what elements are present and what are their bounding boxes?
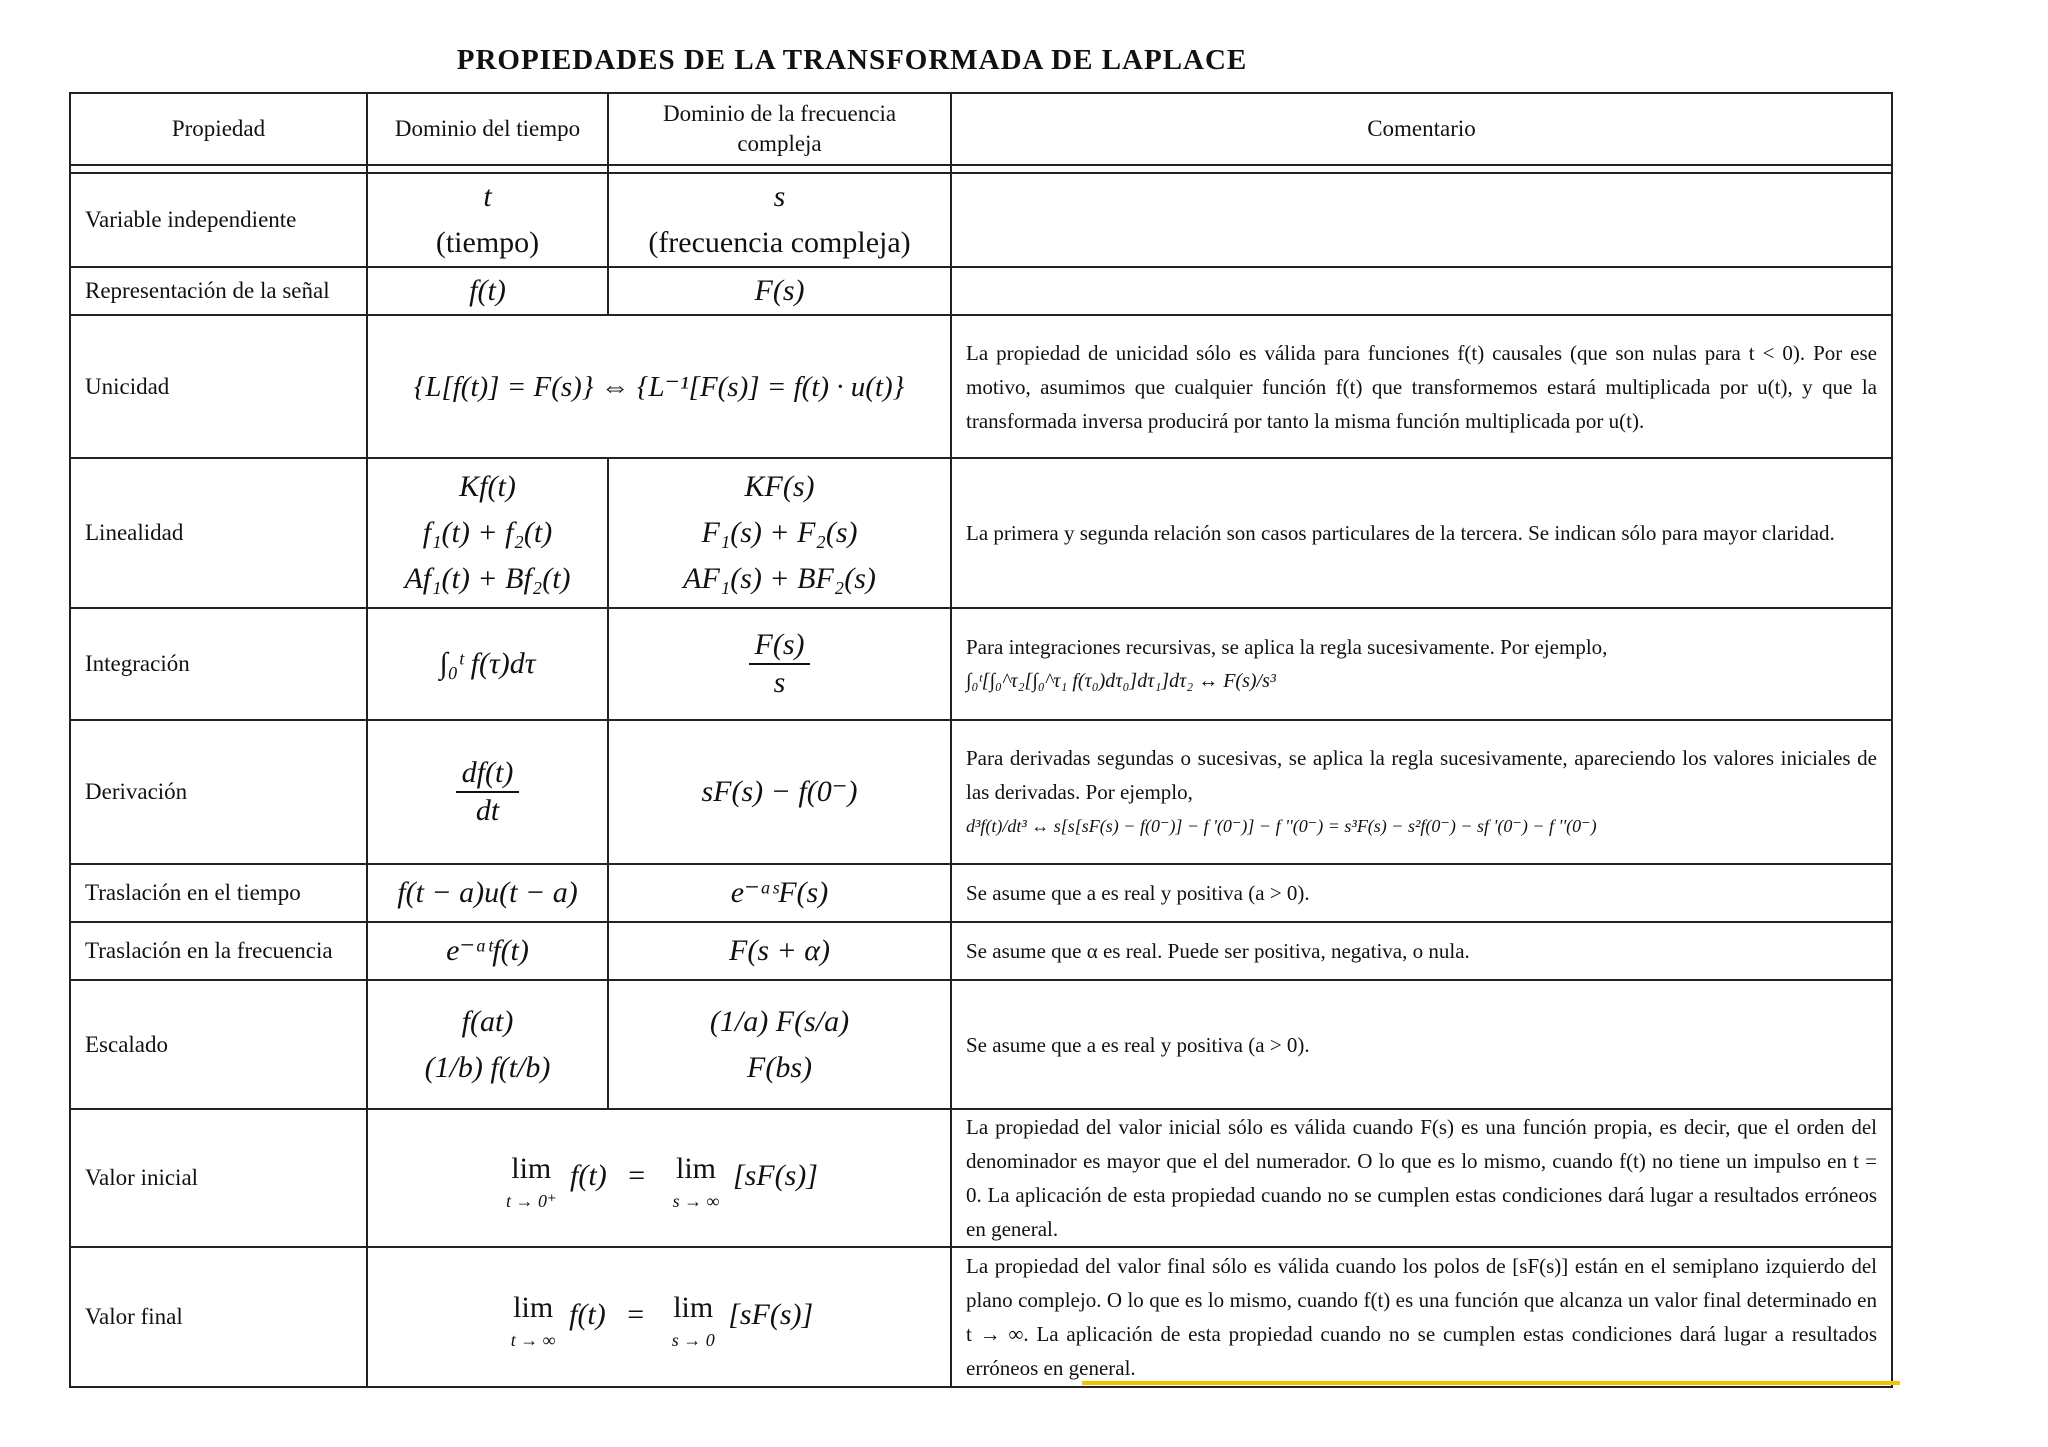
limit-right-expr: [sF(s)] [732,1158,818,1192]
comment-cell: Se asume que a es real y positiva (a > 0). [951,980,1892,1109]
uniqueness-formula: {L[f(t)] = F(s)} ⇔ {L⁻¹[F(s)] = f(t) · u(t)} [367,315,951,458]
final-value-formula [367,1247,951,1387]
time-domain-cell [367,720,608,864]
freq-domain-cell [608,173,951,267]
linearity-freq-2: F₁(s) + F₂(s) [701,516,858,549]
integration-example: ∫₀ᵗ[∫₀^τ₂[∫₀^τ₁ f(τ₀)dτ₀]dτ₁]dτ₂ ↔ F(s)/s³ [966,670,1276,692]
property-name: Valor final [70,1247,367,1387]
equals-sign: = [628,1158,646,1192]
comment-cell: Se asume que α es real. Puede ser positiva, negativa, o nula. [951,922,1892,980]
table-row [70,720,1892,864]
property-name: Linealidad [70,458,367,608]
freq-domain-cell [608,980,951,1109]
comment-cell: La propiedad del valor inicial sólo es válida cuando F(s) es una función propia, es decir, que el orden del denominador es mayor que el del numerador. O lo que es lo mismo, cuando f(t) no tiene un impulso en t = 0. La aplicación de esta propiedad cuando no se cumplen estas condiciones dará lugar a resultados erróneos en general. [951,1109,1892,1247]
equals-sign: = [627,1297,645,1331]
comment-cell: Se asume que a es real y positiva (a > 0). [951,864,1892,922]
time-variable-label: (tiempo) [435,226,540,259]
fraction-numerator: df(t) [456,755,520,793]
linearity-freq-3: AF₁(s) + BF₂(s) [683,562,876,595]
table-row [70,608,1892,720]
property-name: Representación de la señal [70,267,367,315]
property-name: Valor inicial [70,1109,367,1247]
time-domain-cell: f(t − a)u(t − a) [367,864,608,922]
freq-variable: s [773,180,786,213]
page-title: PROPIEDADES DE LA TRANSFORMADA DE LAPLACE [456,44,1248,76]
scaling-freq-1: (1/a) F(s/a) [709,1004,850,1038]
fraction-denominator: s [773,666,786,699]
time-domain-cell [367,173,608,267]
derivation-comment: Para derivadas segundas o sucesivas, se aplica la regla sucesivamente, apareciendo los valores iniciales de las derivadas. Por ejemplo, [966,746,1877,804]
freq-domain-cell [608,608,951,720]
scaling-time-1: f(at) [461,1004,514,1038]
time-variable: t [483,180,492,213]
integration-comment: Para integraciones recursivas, se aplica la regla sucesivamente. Por ejemplo, [966,635,1608,659]
freq-domain-cell [608,458,951,608]
table-row [70,458,1892,608]
scaling-time-2: (1/b) f(t/b) [424,1050,551,1084]
freq-domain-cell: sF(s) − f(0⁻) [608,720,951,864]
comment-cell [951,720,1892,864]
limit-left: lim t → ∞ [510,1291,556,1350]
time-domain-cell: e⁻ᵅᵗf(t) [367,922,608,980]
property-name: Traslación en la frecuencia [70,922,367,980]
property-name: Unicidad [70,315,367,458]
integration-fraction [749,627,811,701]
freq-domain-cell: e⁻ᵃˢF(s) [608,864,951,922]
derivation-example: d³f(t)/dt³ ↔ s[s[sF(s) − f(0⁻)] − f '(0⁻)] − f ''(0⁻) = s³F(s) − s²f(0⁻) − sf '(0⁻) − f ''(0⁻) [966,816,1597,836]
limit-right: lim s → 0 [671,1291,715,1350]
table-row [70,980,1892,1109]
property-name: Escalado [70,980,367,1109]
comment-cell [951,608,1892,720]
time-domain-cell [367,458,608,608]
header-dominio-frecuencia: Dominio de la frecuencia compleja [608,93,951,165]
time-domain-cell [367,980,608,1109]
time-domain-cell: ∫₀ᵗ f(τ)dτ [367,608,608,720]
highlight-underline [1082,1381,1900,1385]
freq-variable-label: (frecuencia compleja) [648,226,911,259]
comment-cell: La propiedad de unicidad sólo es válida para funciones f(t) causales (que son nulas para t < 0). Por ese motivo, asumimos que cualquier función f(t) que transformemos estará multiplicada por u(t), y que la transformada inversa producirá por tanto la misma función multiplicada por u(t). [951,315,1892,458]
property-name: Traslación en el tiempo [70,864,367,922]
linearity-freq-1: KF(s) [744,470,815,503]
header-row [70,93,1892,165]
table-row [70,922,1892,980]
limit-right-expr: [sF(s)] [728,1297,814,1331]
freq-domain-cell: F(s + α) [608,922,951,980]
freq-domain-cell: F(s) [608,267,951,315]
limit-left-expr: f(t) [570,1158,607,1192]
comment-cell: La primera y segunda relación son casos particulares de la tercera. Se indican sólo para mayor claridad. [951,458,1892,608]
comment-cell [951,267,1892,315]
linearity-time-1: Kf(t) [459,470,516,503]
property-name: Derivación [70,720,367,864]
comment-cell: La propiedad del valor final sólo es válida cuando los polos de [sF(s)] están en el semiplano izquierdo del plano complejo. O lo que es lo mismo, cuando f(t) es una función que alcanza un valor final determinado en t → ∞. La aplicación de esta propiedad cuando no se cumplen estas condiciones dará lugar a resultados erróneos en general. [951,1247,1892,1387]
table-row [70,173,1892,267]
table-row [70,864,1892,922]
header-separator [70,165,1892,173]
laplace-properties-table [69,92,1893,1388]
fraction-denominator: dt [475,794,500,827]
property-name: Variable independiente [70,173,367,267]
table-row [70,267,1892,315]
header-dominio-tiempo: Dominio del tiempo [367,93,608,165]
time-domain-cell: f(t) [367,267,608,315]
derivative-fraction [456,755,520,829]
fraction-numerator: F(s) [749,627,811,665]
limit-left: lim t → 0⁺ [506,1152,557,1211]
table-row [70,315,1892,458]
table-row [70,1109,1892,1247]
linearity-time-2: f₁(t) + f₂(t) [422,516,553,549]
linearity-time-3: Af₁(t) + Bf₂(t) [404,562,571,595]
initial-value-formula [367,1109,951,1247]
table-row [70,1247,1892,1387]
comment-cell [951,173,1892,267]
property-name: Integración [70,608,367,720]
limit-right: lim s → ∞ [672,1152,720,1211]
limit-left-expr: f(t) [569,1297,606,1331]
header-comentario: Comentario [951,93,1892,165]
scaling-freq-2: F(bs) [747,1050,812,1084]
header-propiedad: Propiedad [70,93,367,165]
